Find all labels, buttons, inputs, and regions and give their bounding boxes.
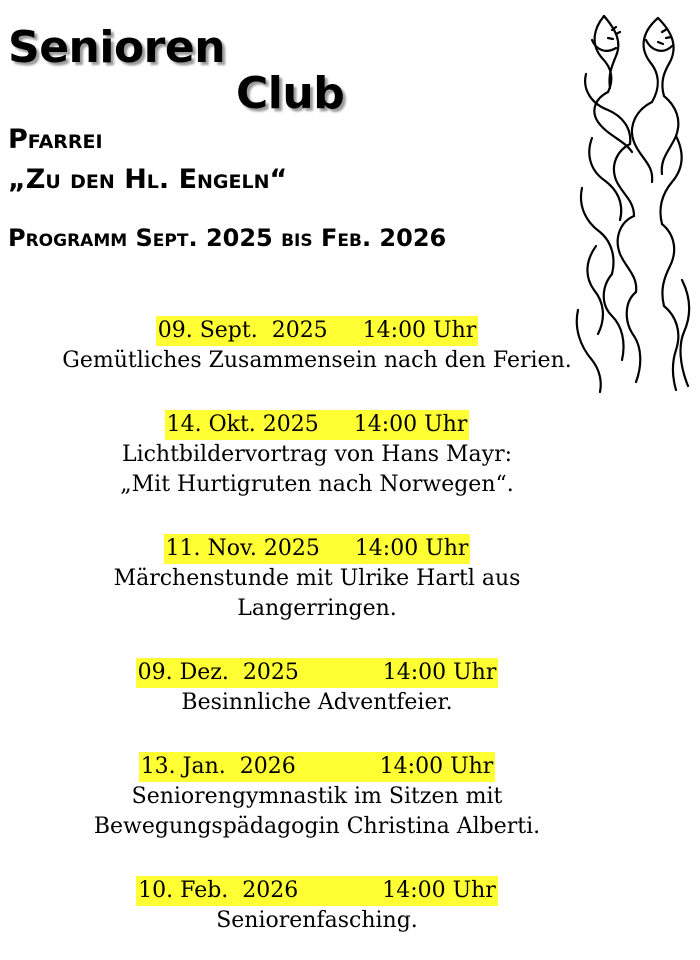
event-time: 14:00 Uhr bbox=[382, 878, 496, 903]
event-date: 10. Feb. 2026 bbox=[138, 878, 299, 903]
event-date: 09. Sept. 2025 bbox=[157, 318, 328, 343]
event-time: 14:00 Uhr bbox=[353, 412, 468, 437]
event-description: Seniorengymnastik im Sitzen mit Bewegungspädagogin Christina Alberti. bbox=[93, 784, 541, 839]
event-description: Lichtbildervortrag von Hans Mayr: „Mit Hurtigruten nach Norwegen“. bbox=[120, 442, 514, 497]
event-date-time bbox=[139, 752, 496, 782]
event-date-time bbox=[136, 658, 499, 688]
spacer bbox=[298, 878, 382, 903]
spacer bbox=[319, 412, 354, 437]
event-item bbox=[0, 658, 634, 718]
event-item bbox=[0, 316, 634, 376]
title-senioren: Senioren bbox=[8, 22, 226, 73]
event-description: Märchenstunde mit Ulrike Hartl aus Langerringen. bbox=[113, 566, 521, 621]
parish-name-line2: „Zu den Hl. Engeln“ bbox=[8, 164, 288, 195]
event-time: 14:00 Uhr bbox=[354, 536, 469, 561]
event-item bbox=[0, 410, 634, 500]
event-date: 14. Okt. 2025 bbox=[166, 412, 319, 437]
spacer bbox=[296, 754, 380, 779]
event-item bbox=[0, 752, 634, 842]
event-item bbox=[0, 876, 634, 936]
event-time: 14:00 Uhr bbox=[362, 318, 477, 343]
event-time: 14:00 Uhr bbox=[379, 754, 494, 779]
event-date-time bbox=[164, 534, 471, 564]
event-date-time bbox=[165, 410, 470, 440]
event-time: 14:00 Uhr bbox=[382, 660, 497, 685]
event-description: Gemütliches Zusammensein nach den Ferien. bbox=[62, 348, 572, 373]
spacer bbox=[299, 660, 383, 685]
event-date-time bbox=[136, 876, 498, 906]
event-description: Besinnliche Adventfeier. bbox=[181, 690, 453, 715]
event-date: 09. Dez. 2025 bbox=[137, 660, 299, 685]
event-date: 11. Nov. 2025 bbox=[165, 536, 320, 561]
title-club: Club bbox=[236, 68, 345, 119]
spacer bbox=[320, 536, 355, 561]
program-period: Programm Sept. 2025 bis Feb. 2026 bbox=[8, 224, 447, 252]
event-date: 13. Jan. 2026 bbox=[140, 754, 296, 779]
event-description: Seniorenfasching. bbox=[216, 908, 418, 933]
parish-name-line1: Pfarrei bbox=[8, 124, 103, 155]
event-item bbox=[0, 534, 634, 624]
event-date-time bbox=[156, 316, 479, 346]
spacer bbox=[328, 318, 363, 343]
